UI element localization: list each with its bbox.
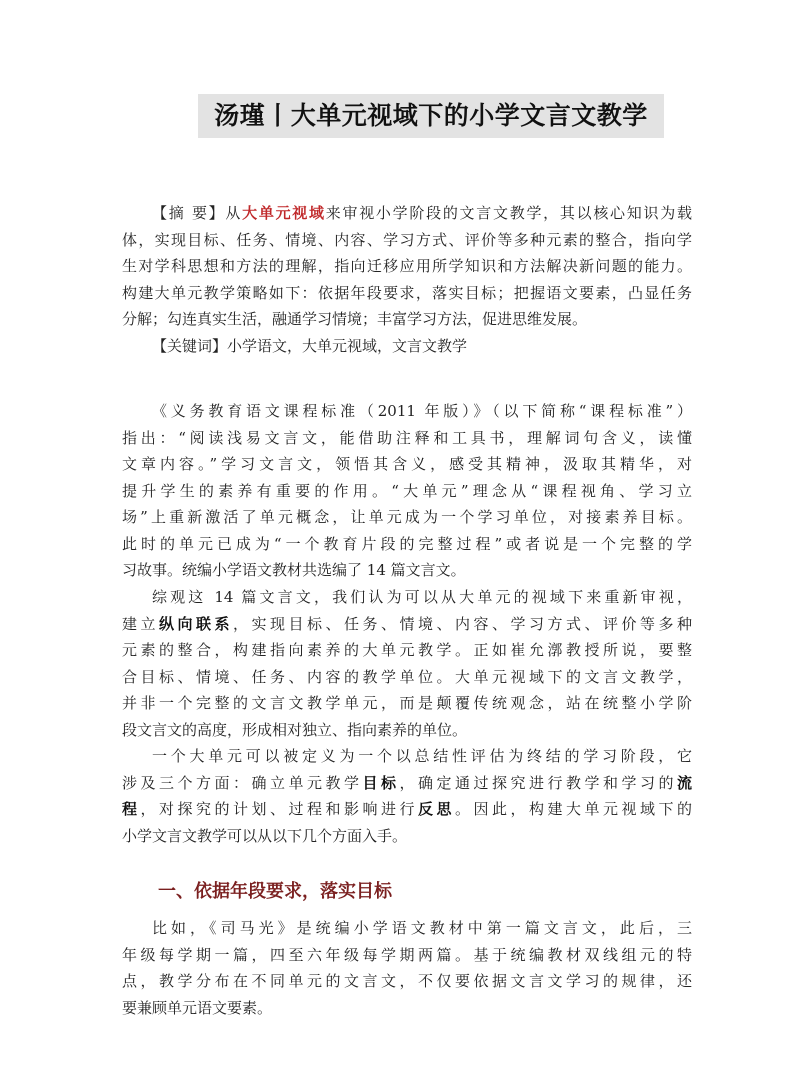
section-heading: 一、依据年段要求，落实目标: [158, 881, 392, 902]
bold-term: 程: [122, 800, 141, 818]
keywords-label: 【关键词】: [152, 336, 228, 355]
abstract-line: 生对学科思想和方法的理解，指向迁移应用所学知识和方法解决新问题的能力。: [122, 257, 692, 275]
paragraph-line: 元素的整合，构建指向素养的大单元教学。正如崔允漷教授所说，要整: [122, 641, 692, 659]
paragraph-line: 年级每学期一篇，四至六年级每学期两篇。基于统编教材双线组元的特: [122, 945, 692, 964]
paragraph-line: 《义务教育语文课程标准（2011 年版）》（以下简称“课程标准”）: [152, 402, 692, 420]
paragraph-line: 建立纵向联系，实现目标、任务、情境、内容、学习方式、评价等多种: [122, 614, 692, 633]
section-1-body: [122, 915, 692, 1021]
abstract-block: [122, 200, 692, 359]
paragraph-line: 程，对探究的计划、过程和影响进行反思。因此，构建大单元视域下的: [122, 800, 692, 818]
paragraph-line: 指出：“阅读浅易文言文，能借助注释和工具书，理解词句含义，读懂: [122, 428, 692, 447]
keywords-line: [122, 333, 692, 360]
paragraph-line: 提升学生的素养有重要的作用。“大单元”理念从“课程视角、学习立: [122, 481, 692, 500]
page-title: 汤瑾丨大单元视域下的小学文言文教学: [198, 94, 664, 138]
paragraph-line: 合目标、情境、任务、内容的教学单位。大单元视域下的文言文教学，: [122, 667, 692, 686]
paragraph-3: [122, 743, 692, 849]
paragraph-line: 并非一个完整的文言文教学单元，而是颠覆传统观念，站在统整小学阶: [122, 694, 692, 712]
abstract-line: 构建大单元教学策略如下：依据年段要求，落实目标；把握语文要素，凸显任务: [122, 283, 692, 302]
keywords-text: 小学语文，大单元视域，文言文教学: [227, 336, 468, 355]
abstract-line: 体，实现目标、任务、情境、内容、学习方式、评价等多种元素的整合，指向学: [122, 230, 692, 249]
abstract-line: 分解；勾连真实生活，融通学习情境；丰富学习方法，促进思维发展。: [122, 310, 588, 328]
bold-term: 反思: [417, 800, 455, 818]
paragraph-line: 此时的单元已成为“一个教育片段的完整过程”或者说是一个完整的学: [122, 534, 692, 553]
paragraph-line: 小学文言文教学可以从以下几个方面入手。: [122, 826, 408, 845]
paragraph-line: 段文言文的高度，形成相对独立、指向素养的单位。: [122, 720, 468, 739]
abstract-label: 【摘 要】: [152, 204, 226, 222]
bold-term: 纵向联系: [159, 614, 233, 633]
paragraph-line: 点，教学分布在不同单元的文言文，不仅要依据文言文学习的规律，还: [122, 972, 692, 990]
paragraph-line: 习故事。统编小学语文教材共选编了 14 篇文言文。: [122, 561, 466, 579]
abstract-line: 【摘 要】从大单元视域来审视小学阶段的文言文教学，其以核心知识为载: [152, 204, 692, 222]
paragraph-line: 一个大单元可以被定义为一个以总结性评估为终结的学习阶段，它: [152, 747, 692, 765]
paragraph-1: [122, 398, 692, 584]
paragraph-line: 文章内容。”学习文言文，领悟其含义，感受其精神，汲取其精华，对: [122, 455, 692, 473]
paragraph-line: 比如，《司马光》是统编小学语文教材中第一篇文言文，此后，三: [152, 919, 692, 937]
bold-term: 流: [676, 773, 692, 792]
abstract-highlight: 大单元视域: [242, 204, 326, 222]
paragraph-line: 涉及三个方面：确立单元教学目标，确定通过探究进行教学和学习的流: [122, 773, 692, 792]
bold-term: 目标: [362, 773, 400, 792]
paragraph-line: 要兼顾单元语文要素。: [122, 998, 273, 1017]
paragraph-2: [122, 584, 692, 743]
paragraph-line: 场”上重新激活了单元概念，让单元成为一个学习单位，对接素养目标。: [122, 508, 692, 526]
paragraph-line: 综观这 14 篇文言文，我们认为可以从大单元的视域下来重新审视，: [152, 588, 692, 606]
